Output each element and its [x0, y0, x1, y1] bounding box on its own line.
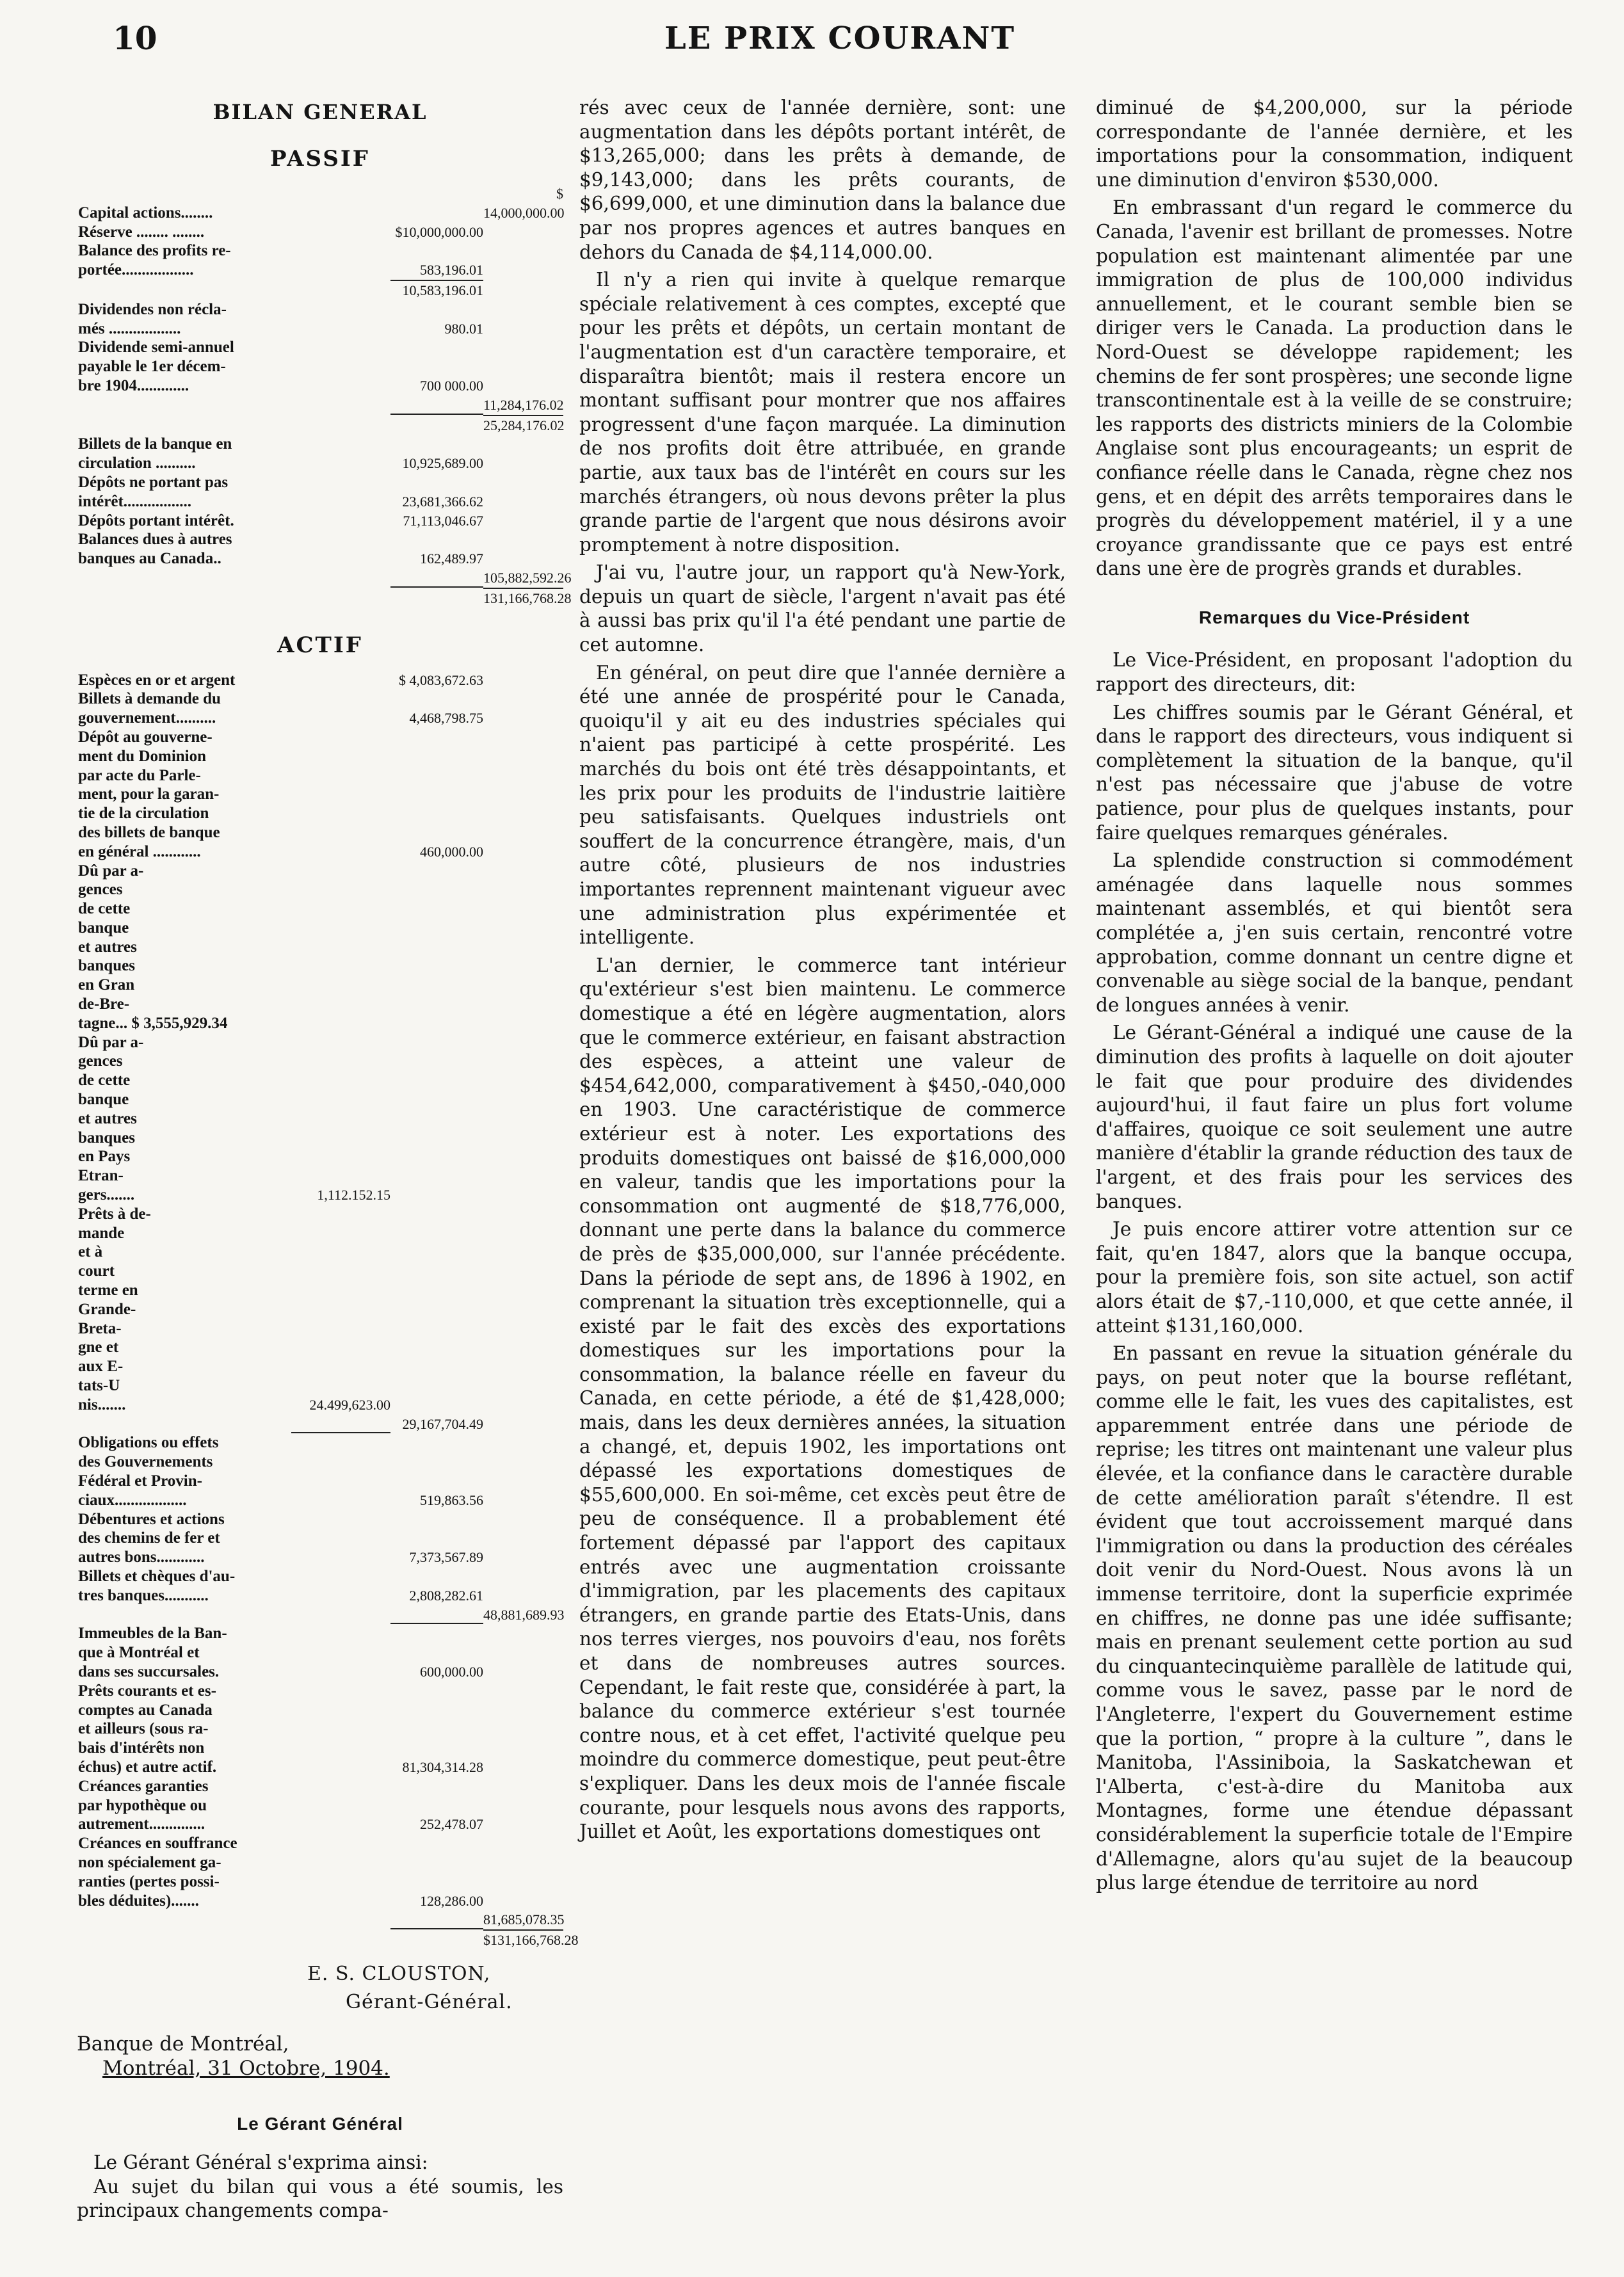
- balance-line: [77, 1682, 563, 1701]
- line-label: Etran-: [78, 1167, 124, 1185]
- passif-heading: PASSIF: [270, 146, 370, 172]
- line-label: bais d'intérêts non: [78, 1739, 205, 1757]
- line-label: ment du Dominion: [78, 747, 207, 765]
- line-label: de-Bre-: [78, 995, 130, 1013]
- amount-col2: 2,808,282.61: [409, 1587, 483, 1604]
- signatory-name: E. S. CLOUSTON,: [307, 1962, 491, 1985]
- line-label: aux E-: [78, 1358, 124, 1376]
- line-label: Dépôts portant intérêt.: [78, 511, 234, 529]
- line-label: Billets et chèques d'au-: [78, 1567, 236, 1585]
- gerant-general-heading: Le Gérant Général: [237, 2113, 403, 2134]
- balance-line: [77, 899, 563, 919]
- balance-line: [77, 415, 563, 435]
- line-label: gences: [78, 1052, 123, 1070]
- line-label: tres banques...........: [78, 1586, 209, 1604]
- balance-line: [77, 1338, 563, 1357]
- signature-block: [77, 1960, 563, 2016]
- article-paragraph: Je puis encore attirer votre attention sur ce fait, qu'en 1847, alors que la banque occupa, pour la première fois, son site actuel, son actif alors était de $7,-110,000, et que cette année, il atteint $131,160,000.: [1096, 1218, 1573, 1337]
- line-label: Réserve ........ ........: [78, 223, 205, 241]
- balance-line: [77, 919, 563, 938]
- line-label: Fédéral et Provin-: [78, 1472, 202, 1490]
- balance-line: [77, 1872, 563, 1892]
- balance-line: [77, 261, 563, 280]
- balance-line: [77, 1129, 563, 1148]
- line-label: intérêt.................: [78, 492, 192, 510]
- balance-line: [77, 1586, 563, 1605]
- passif-table: [77, 184, 572, 608]
- amount-col1: 1,112.152.15: [317, 1187, 390, 1203]
- amount-col2: 71,113,046.67: [403, 512, 483, 529]
- amount-col2: [390, 586, 483, 588]
- balance-line: [77, 1491, 563, 1510]
- line-label: Obligations ou effets: [78, 1434, 219, 1452]
- amount-col2: 29,167,704.49: [402, 1415, 483, 1432]
- balance-line: [77, 280, 563, 300]
- balance-line: [77, 435, 563, 454]
- balance-line: [77, 1396, 563, 1415]
- line-label: tats-U: [78, 1377, 120, 1395]
- balance-sheet-column: [77, 96, 579, 2223]
- line-label: Dû par a-: [78, 862, 144, 880]
- article-paragraph: En embrassant d'un regard le commerce du Canada, l'avenir est brillant de promesses. Notre population est maintenant alimentée par une immigration de plus de 100,000 individus annuellement, et le courant semble bien se diriger vers le Canada. La production dans le Nord-Ouest se développe rapidement; les chemins de fer sont prospères; une seconde ligne transcontinentale est à la veille de se construire; les rapports des districts miniers de la Colombie Anglaise sont plus encourageants; un esprit de confiance réelle dans le Canada, règne chez nos gens, et en dépit des arrêts temporaires dans le progrès du développement matériel, il y a une croyance grandissante que ce pays est entré dans une ère de progrès grands et durables.: [1096, 197, 1573, 580]
- balance-line: [77, 956, 563, 976]
- line-label: et à: [78, 1243, 103, 1261]
- line-label: Breta-: [78, 1319, 122, 1337]
- balance-sheet-title: BILAN GENERAL: [213, 100, 428, 124]
- balance-line: [77, 938, 563, 957]
- line-label: banques: [78, 1129, 135, 1147]
- article-paragraph: Le Vice-Président, en proposant l'adoption du rapport des directeurs, dit:: [1096, 649, 1573, 696]
- line-label: de cette: [78, 1072, 131, 1090]
- amount-col2: 700 000.00: [420, 377, 483, 394]
- line-label: Créances garanties: [78, 1777, 209, 1795]
- balance-line: [77, 1415, 563, 1434]
- amount-col3: 48,881,689.93: [483, 1606, 565, 1623]
- balance-line: [77, 184, 563, 223]
- balance-line: [77, 396, 563, 415]
- amount-col2: 519,863.56: [420, 1492, 483, 1508]
- balance-line: [77, 1643, 563, 1662]
- page-number: 10: [113, 19, 157, 57]
- bank-place: Banque de Montréal,: [77, 2032, 289, 2056]
- col1-paragraph: Au sujet du bilan qui vous a été soumis, les principaux changements compa-: [77, 2175, 563, 2222]
- amount-col3: 25,284,176.02: [483, 415, 563, 435]
- balance-line: [77, 1300, 563, 1319]
- line-label: gences: [78, 881, 123, 899]
- line-label: Prêts courants et es-: [78, 1682, 216, 1700]
- balance-line: [77, 338, 563, 357]
- amount-col2: 7,373,567.89: [409, 1549, 483, 1566]
- article-paragraph: diminué de $4,200,000, sur la période correspondante de l'année dernière, et les importations pour la consommation, indiquent une diminution d'environ $530,000.: [1096, 97, 1573, 191]
- line-label: circulation ..........: [78, 455, 196, 472]
- line-label: échus) et autre actif.: [78, 1758, 217, 1776]
- line-label: tie de la circulation: [78, 805, 209, 823]
- line-label: non spécialement ga-: [78, 1853, 221, 1871]
- balance-line: [77, 223, 563, 242]
- balance-line: [77, 1548, 563, 1567]
- balance-line: [77, 1452, 563, 1472]
- balance-line: [77, 319, 563, 339]
- line-label: portée..................: [78, 261, 194, 279]
- balance-line: [77, 1758, 563, 1777]
- balance-line: [77, 357, 563, 376]
- article-paragraph: rés avec ceux de l'année dernière, sont: une augmentation dans les dépôts portant intérêt, de $13,265,000; dans les prêts à demande, de $9,143,000; dans les prêts courants, de $6,699,000, et une diminution dans la balance due par nos propres agences et autres banques en dehors du Canada de $4,114,000.00.: [579, 97, 1066, 263]
- article-paragraph: La splendide construction si commodément aménagée dans laquelle nous sommes maintenant assemblés, et qui bientôt sera complétée a, j'en suis certain, rencontré votre approbation, comme donnant un centre digne et convenable au siège social de la banque, pendant de longues années à venir.: [1096, 849, 1573, 1016]
- amount-col2: 128,286.00: [420, 1892, 483, 1909]
- balance-line: [77, 1052, 563, 1071]
- amount-col1: [291, 1432, 390, 1433]
- balance-line: [77, 1662, 563, 1682]
- line-label: Dû par a-: [78, 1033, 144, 1051]
- amount-col2: 252,478.07: [420, 1816, 483, 1833]
- balance-line: [77, 1319, 563, 1339]
- article-paragraph: Le Gérant-Général a indiqué une cause de la diminution des profits à laquelle on doit ajouter le fait que pour produire des dividendes aujourd'hui, il faut faire un plus fort volume d'affaires, quoique ce soit seulement une autre manière d'établir la grande réduction des taux de l'argent, et des frais pour les services des banques.: [1096, 1022, 1573, 1212]
- line-label: de cette: [78, 900, 131, 918]
- balance-line: [77, 976, 563, 995]
- amount-col2: 4,468,798.75: [409, 710, 483, 727]
- line-label: en Pays: [78, 1148, 131, 1166]
- line-label: bre 1904.............: [78, 376, 189, 394]
- line-label: court: [78, 1262, 115, 1280]
- actif-table: [77, 671, 579, 1950]
- line-label: Balance des profits re-: [78, 242, 231, 260]
- amount-col3: $ 14,000,000.00: [483, 186, 565, 221]
- balance-line: [77, 1624, 563, 1643]
- balance-line: [77, 1892, 563, 1911]
- article-paragraph: En général, on peut dire que l'année dernière a été une année de prospérité pour le Canada, quoiqu'il y ait eu des industries spéciales qui n'aient pas participé à cette prospérité. Les marchés du bois ont été très désappointants, et les prix pour les produits de l'industrie laitière peu satisfaisants. Quelques industriels ont souffert de la concurrence étrangère, mais, d'un autre côté, plusieurs de nos industries importantes reprennent maintenant vigueur avec une administration plus expérimentée et intelligente.: [579, 661, 1066, 949]
- balance-line: [77, 880, 563, 899]
- balance-line: [77, 530, 563, 549]
- balance-line: [77, 1376, 563, 1396]
- line-label: ranties (pertes possi-: [78, 1872, 220, 1890]
- line-label: en Gran: [78, 976, 135, 994]
- line-label: Dépôts ne portant pas: [78, 473, 229, 491]
- line-label: par hypothèque ou: [78, 1796, 207, 1814]
- line-label: Dividende semi-annuel: [78, 339, 234, 357]
- balance-line: [77, 511, 563, 531]
- balance-line: [77, 1701, 563, 1720]
- line-label: Débentures et actions: [78, 1510, 225, 1528]
- balance-line: [77, 1529, 563, 1548]
- line-label: banques au Canada..: [78, 550, 221, 568]
- line-label: autres bons............: [78, 1549, 205, 1566]
- balance-line: [77, 1014, 563, 1033]
- line-label: dans ses succursales.: [78, 1662, 220, 1680]
- line-label: des billets de banque: [78, 823, 220, 841]
- line-label: tagne... $ 3,555,929.34: [78, 1014, 228, 1032]
- balance-line: [77, 1205, 563, 1224]
- vice-president-heading: Remarques du Vice-Président: [1198, 607, 1470, 627]
- article-paragraph: En passant en revue la situation générale du pays, on peut noter que la bourse reflétant, comme elle le fait, les vues des capitalistes, est apparemment entrée dans une période de reprise; les titres ont maintenant une valeur plus élevée, et la confiance dans le caractère durable de cette amélioration paraît s'étendre. Il est évident que tout accroissement marqué dans l'immigration ou dans la production des céréales doit venir du Nord-Ouest. Nous avons là un immense territoire, dont la superficie exprimée en chiffres, ne donne pas une idée suffisante; mais en prenant seulement cette portion au sud du cinquantecinquième parallèle de latitude qui, comme vous le savez, passe par le nord de l'Angleterre, l'expert du Gouvernement estime que la portion, “ propre à la culture ”, dans le Manitoba, l'Assiniboia, la Saskatchewan et l'Alberta, c'est-à-dire du Manitoba aux Montagnes, forme une étendue dépassant considérablement la superficie totale de l'Empire d'Allemagne, alors qu'au sujet de la beaucoup plus large étendue de territoire au nord: [1096, 1342, 1573, 1894]
- balance-line: [77, 1739, 563, 1758]
- balance-line: [77, 1262, 563, 1281]
- balance-line: [77, 1567, 563, 1586]
- place-date: [77, 2032, 563, 2080]
- balance-line: [77, 1166, 563, 1186]
- line-label: terme en: [78, 1282, 138, 1299]
- line-label: Balances dues à autres: [78, 531, 232, 549]
- balance-line: [77, 1605, 563, 1625]
- line-label: ciaux..................: [78, 1491, 187, 1509]
- balance-line: [77, 549, 563, 568]
- text-column-right: [1096, 96, 1573, 1899]
- actif-heading: ACTIF: [277, 632, 363, 658]
- amount-col1: 24.499,623.00: [309, 1396, 390, 1413]
- line-label: et autres: [78, 938, 137, 956]
- text-column-middle: [579, 96, 1066, 1848]
- line-label: gers.......: [78, 1186, 135, 1204]
- amount-col2: 10,925,689.00: [402, 455, 483, 472]
- balance-line: [77, 1186, 563, 1205]
- line-label: banque: [78, 919, 129, 937]
- balance-line: [77, 1147, 563, 1166]
- line-label: autrement..............: [78, 1815, 205, 1833]
- article-paragraph: J'ai vu, l'autre jour, un rapport qu'à New-York, depuis un quart de siècle, l'argent n'avait pas été à aussi bas prix qu'il l'a été pendant une partie de cet automne.: [579, 561, 1066, 656]
- article-paragraph: L'an dernier, le commerce tant intérieur qu'extérieur s'est bien maintenu. Le commerce domestique a été en légère augmentation, alors que le commerce extérieur, en faisant abstraction des espèces, a atteint une valeur de $454,642,000, comparativement à $450,-040,000 en 1903. Une caractéristique de commerce extérieur est à noter. Les exportations des produits domestiques ont baissé de $16,000,000 en valeur, tandis que les importations pour la consommation ont augmenté de $18,776,000, donnant une perte dans la balance du commerce de près de $35,000,000, sur l'année précédente. Dans la période de sept ans, de 1896 à 1902, en comprenant la situation très exceptionnelle, qui a existé par le fait des excès des exportations domestiques sur les importations pour la consommation, la balance réelle en faveur du Canada, en cette période, a été de $1,428,000; mais, dans les deux dernières années, la situation a changé, et, depuis 1902, les importations ont dépassé les exportations domestiques de $55,600,000. En soi-même, cet excès peut être de peu de conséquence. Il a probablement été fortement dépassé par l'apport des capitaux entrés avec une augmentation croissante d'immigration, par les placements des capitaux étrangers, en grande partie des Etats-Unis, dans nos terres vierges, nos pouvoirs d'eau, nos forêts et dans de nombreuses autres sources. Cependant, le fait reste que, considérée à part, la balance du commerce extérieur s'est tournée contre nous, et à cet effet, l'activité quelque peu moindre du commerce domestique, peut peut-être s'expliquer. Dans les deux mois de l'année fiscale courante, pour lesquels nous avons des rapports, Juillet et Août, les exportations domestiques ont: [579, 954, 1066, 1843]
- line-label: payable le 1er décem-: [78, 358, 226, 376]
- balance-line: [77, 1433, 563, 1452]
- amount-col2: 980.01: [444, 320, 483, 337]
- balance-line: [77, 862, 563, 881]
- line-label: més ..................: [78, 319, 181, 337]
- amount-col3: 81,685,078.35: [483, 1911, 565, 1928]
- balance-line: [77, 1033, 563, 1052]
- line-label: gne et: [78, 1339, 119, 1356]
- amount-col2: [390, 1928, 483, 1929]
- line-label: Créances en souffrance: [78, 1835, 237, 1853]
- line-label: mande: [78, 1224, 125, 1242]
- amount-col2: 583,196.01: [420, 262, 483, 278]
- balance-line: [77, 1815, 563, 1834]
- amount-col2: [390, 1623, 483, 1624]
- line-label: par acte du Parle-: [78, 766, 201, 784]
- balance-line: [77, 728, 563, 747]
- amount-col2: 162,489.97: [420, 551, 483, 567]
- line-label: ment, pour la garan-: [78, 785, 220, 803]
- line-label: Grande-: [78, 1300, 136, 1318]
- amount-col2: $ 4,083,672.63: [399, 672, 483, 688]
- balance-line: [77, 1071, 563, 1090]
- balance-line: [77, 1929, 579, 1950]
- running-title: LE PRIX COURANT: [664, 20, 1016, 56]
- line-label: et ailleurs (sous ra-: [78, 1720, 209, 1738]
- col1-paragraph: Le Gérant Général s'exprima ainsi:: [93, 2151, 428, 2173]
- balance-line: [77, 1357, 563, 1376]
- article-paragraph: Les chiffres soumis par le Gérant Général, et dans le rapport des directeurs, vous indiquent si complètement la situation de la banque, qu'il n'est pas nécessaire que j'abuse de votre patience, pour plus de quelques instants, pour faire quelques remarques générales.: [1096, 701, 1573, 844]
- line-label: des chemins de fer et: [78, 1529, 220, 1547]
- balance-line: [77, 588, 572, 608]
- balance-line: [77, 1224, 563, 1243]
- amount-col2: 10,583,196.01: [390, 280, 483, 300]
- balance-line: [77, 1281, 563, 1300]
- line-label: banques: [78, 957, 135, 975]
- balance-line: [77, 241, 563, 261]
- balance-line: [77, 823, 563, 842]
- balance-line: [77, 689, 563, 709]
- line-label: Dépôt au gouverne-: [78, 728, 213, 746]
- balance-line: [77, 454, 563, 473]
- line-label: comptes au Canada: [78, 1701, 213, 1719]
- balance-line: [77, 1243, 563, 1262]
- balance-line: [77, 804, 563, 823]
- balance-line: [77, 376, 563, 396]
- amount-col2: 81,304,314.28: [402, 1758, 483, 1775]
- balance-line: [77, 1090, 563, 1109]
- line-label: banque: [78, 1091, 129, 1109]
- line-label: et autres: [78, 1109, 137, 1127]
- balance-line: [77, 1796, 563, 1815]
- amount-col2: 460,000.00: [420, 843, 483, 860]
- amount-col3: 11,284,176.02: [483, 396, 564, 413]
- balance-line: [77, 568, 572, 588]
- balance-line: [77, 785, 563, 804]
- balance-line: [77, 1472, 563, 1491]
- amount-col2: [390, 414, 483, 415]
- balance-line: [77, 1777, 563, 1796]
- article-paragraph: Il n'y a rien qui invite à quelque remarque spéciale relativement à ces comptes, excepté que pour les prêts et dépôts, un certain montant de l'augmentation est d'un caractère temporaire, et disparaîtra bientôt; mais il restera encore un montant suffisant pour montrer que nos affaires progressent d'une façon marquée. La diminution de nos profits doit être attribuée, en grande partie, aux taux bas de l'intérêt en cours sur les marchés étrangers, où nous devons prêter la plus grande partie de l'argent que nous désirons avoir promptement à notre disposition.: [579, 269, 1066, 556]
- line-label: Billets à demande du: [78, 690, 221, 708]
- balance-line: [77, 1510, 563, 1529]
- amount-col2: $10,000,000.00: [395, 223, 483, 240]
- amount-col2: 23,681,366.62: [402, 493, 483, 510]
- line-label: gouvernement..........: [78, 709, 216, 727]
- line-label: Billets de la banque en: [78, 435, 232, 453]
- balance-line: [77, 492, 563, 511]
- balance-line: [77, 1853, 563, 1872]
- balance-line: [77, 766, 563, 785]
- line-label: Dividendes non récla-: [78, 300, 227, 318]
- line-label: Espèces en or et argent: [78, 671, 236, 689]
- balance-line: [77, 1910, 563, 1929]
- amount-col3: $131,166,768.28: [483, 1929, 563, 1950]
- line-label: en général ............: [78, 842, 201, 860]
- balance-line: [77, 1109, 563, 1129]
- amount-col3: 131,166,768.28: [483, 588, 563, 608]
- line-label: Immeubles de la Ban-: [78, 1625, 227, 1643]
- line-label: des Gouvernements: [78, 1453, 213, 1471]
- signatory-role: Gérant-Général.: [346, 1990, 513, 2013]
- balance-line: [77, 747, 563, 766]
- amount-col3: 105,882,592.26: [483, 569, 572, 586]
- balance-line: [77, 473, 563, 492]
- line-label: Capital actions........: [78, 204, 213, 221]
- balance-line: [77, 300, 563, 319]
- balance-line: [77, 842, 563, 862]
- line-label: bles déduites).......: [78, 1892, 199, 1910]
- balance-line: [77, 709, 563, 728]
- report-date: Montréal, 31 Octobre, 1904.: [102, 2056, 390, 2080]
- line-label: que à Montréal et: [78, 1644, 200, 1662]
- line-label: Prêts à de-: [78, 1205, 151, 1223]
- line-label: nis.......: [78, 1396, 126, 1413]
- balance-line: [77, 995, 563, 1014]
- balance-line: [77, 1834, 563, 1853]
- amount-col2: 600,000.00: [420, 1663, 483, 1680]
- balance-line: [77, 1719, 563, 1739]
- balance-line: [77, 671, 563, 690]
